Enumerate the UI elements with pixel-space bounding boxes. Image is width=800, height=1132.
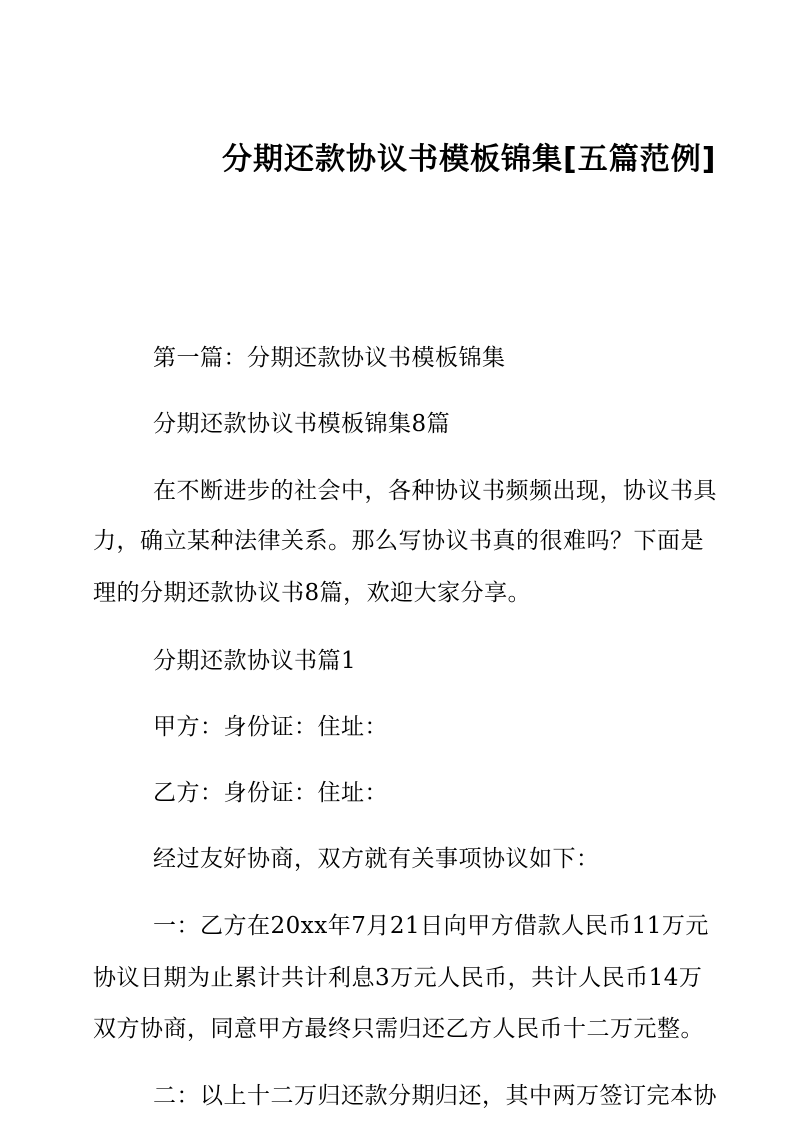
paragraph-line: 在不断进步的社会中，各种协议书频频出现，协议书具 <box>153 478 717 504</box>
clause-line: 一：乙方在20xx年7月21日向甲方借款人民币11万元 <box>153 913 709 939</box>
section-heading: 分期还款协议书篇1 <box>153 648 357 674</box>
clause-line: 双方协商，同意甲方最终只需归还乙方人民币十二万元整。 <box>93 1016 704 1042</box>
party-a-line: 甲方：身份证：住址： <box>153 714 388 740</box>
paragraph-line: 力，确立某种法律关系。那么写协议书真的很难吗？下面是 <box>93 528 704 554</box>
subheading: 分期还款协议书模板锦集8篇 <box>153 411 451 437</box>
paragraph-line: 经过友好协商，双方就有关事项协议如下： <box>153 846 600 872</box>
document-title: 分期还款协议书模板锦集[五篇范例] <box>222 142 717 177</box>
party-b-line: 乙方：身份证：住址： <box>153 780 388 806</box>
section-heading: 第一篇：分期还款协议书模板锦集 <box>153 345 506 371</box>
paragraph-line: 理的分期还款协议书8篇，欢迎大家分享。 <box>93 580 532 606</box>
clause-line: 协议日期为止累计共计利息3万元人民币，共计人民币14万 <box>93 965 703 991</box>
clause-line: 二：以上十二万归还款分期归还，其中两万签订完本协 <box>153 1083 717 1109</box>
